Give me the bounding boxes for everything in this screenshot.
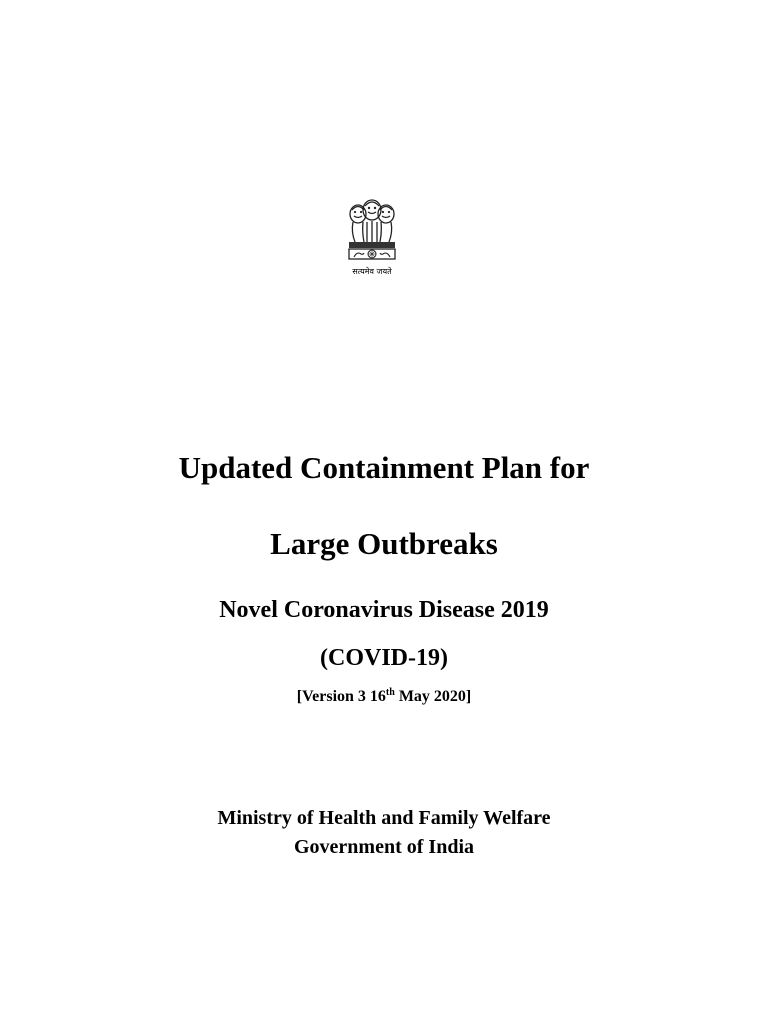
national-emblem-icon: [343, 196, 401, 264]
document-title-line-1: Updated Containment Plan for: [178, 450, 590, 485]
version-prefix: [Version 3 16: [296, 688, 386, 705]
national-emblem: [343, 196, 401, 284]
ministry-name: Ministry of Health and Family Welfare: [217, 807, 551, 829]
document-subtitle-line-2: (COVID-19): [320, 645, 448, 671]
version-suffix: May 2020]: [394, 688, 472, 705]
document-subtitle-line-1: Novel Coronavirus Disease 2019: [219, 597, 549, 623]
government-name: Government of India: [294, 836, 474, 858]
version-info: [0, 688, 768, 706]
emblem-motto: सत्यमेव जयते: [352, 267, 392, 276]
version-superscript: th: [385, 687, 395, 698]
document-title-line-2: Large Outbreaks: [270, 526, 498, 561]
